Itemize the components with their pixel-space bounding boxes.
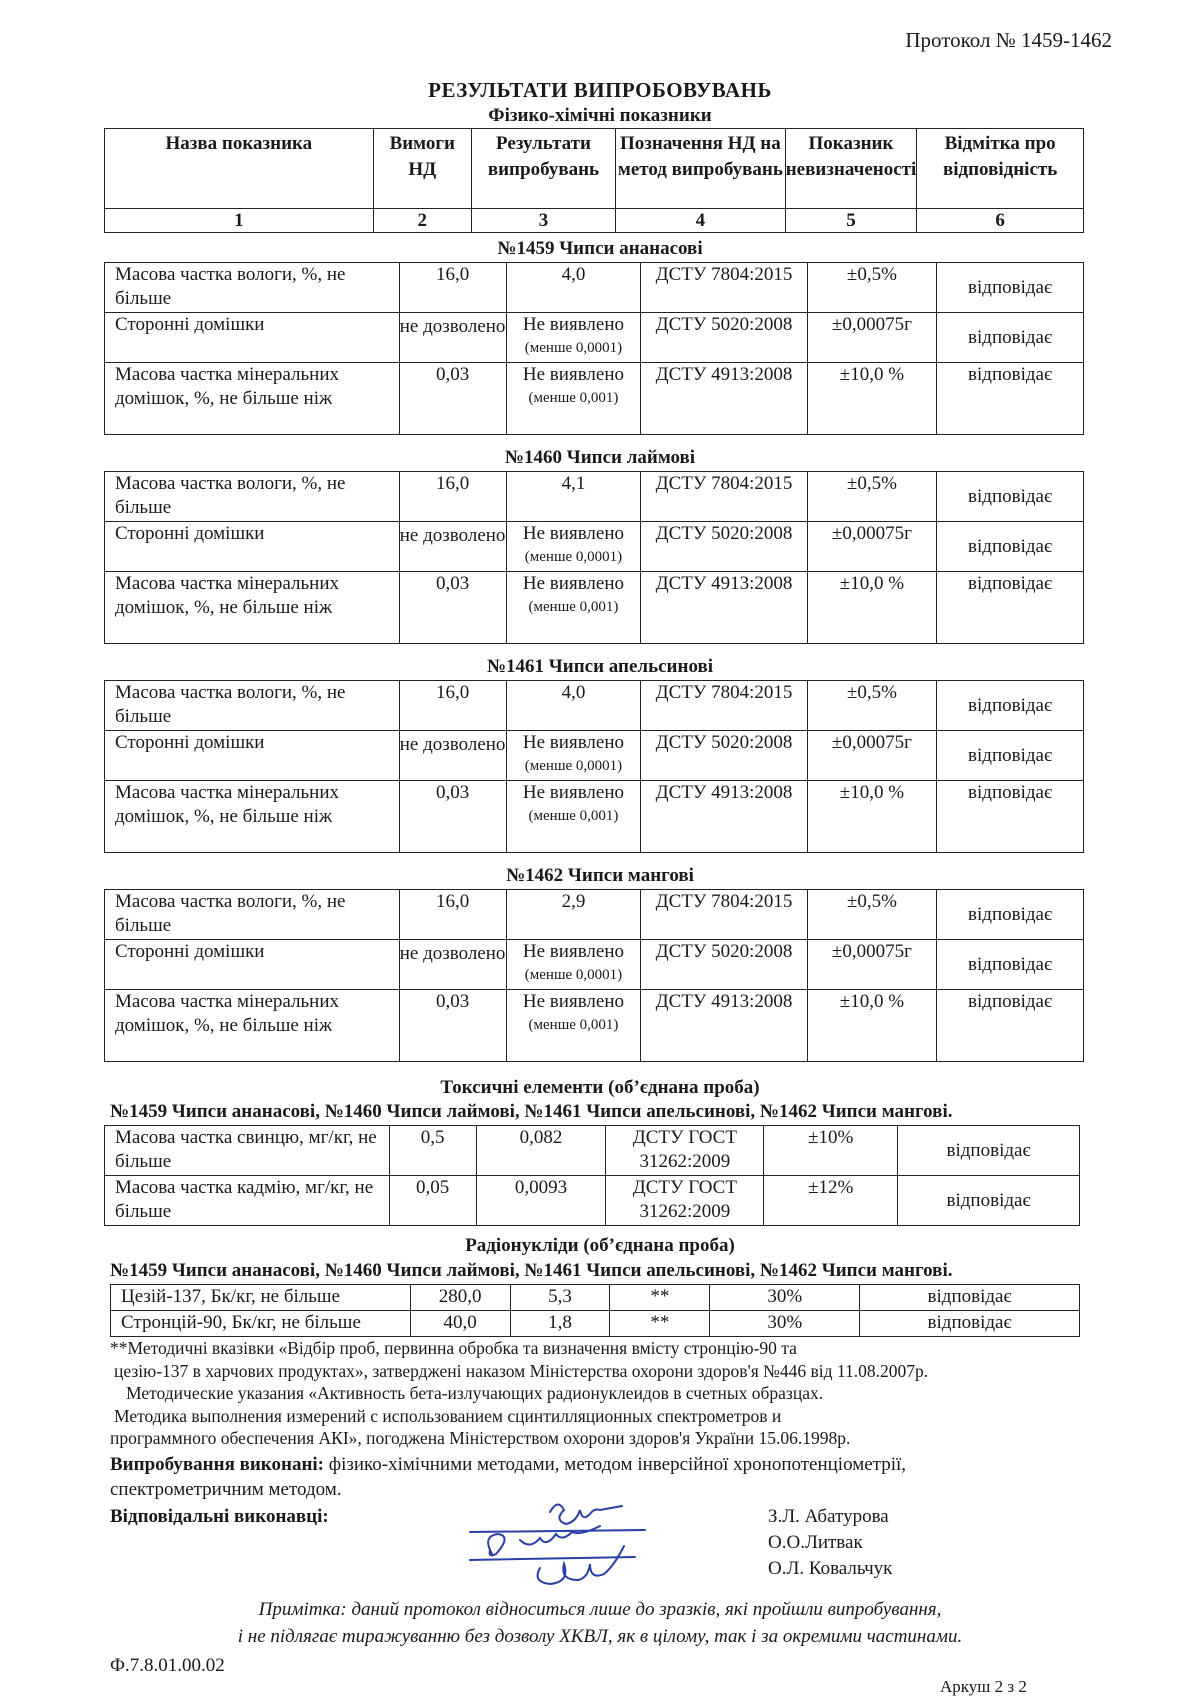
conformity-mark: відповідає (937, 681, 1084, 731)
requirement-value: 0,03 (399, 781, 506, 853)
header-num-3: 3 (471, 209, 615, 233)
sample-title: №1460 Чипси лаймові (504, 447, 696, 468)
method-standard: ДСТУ 5020:2008 (641, 940, 807, 990)
radio-cesium-mark: відповідає (860, 1285, 1080, 1311)
method-standard: ДСТУ 5020:2008 (641, 522, 807, 572)
conformity-mark: відповідає (937, 313, 1084, 363)
method-standard: ДСТУ 7804:2015 (641, 681, 807, 731)
toxic-combined-samples: №1459 Чипси ананасові, №1460 Чипси лаймові, №1461 Чипси апельсинові, №1462 Чипси мангові. (110, 1101, 953, 1122)
uncertainty: ±0,5% (807, 263, 937, 313)
responsible-label: Відповідальні виконавці: (110, 1505, 329, 1527)
uncertainty: ±0,00075г (807, 940, 937, 990)
requirement-value: 16,0 (399, 472, 506, 522)
table-row (105, 890, 1084, 940)
conformity-mark: відповідає (937, 363, 1084, 435)
toxic-cadmium-result: 0,0093 (476, 1176, 606, 1226)
toxic-lead-req: 0,5 (389, 1126, 476, 1176)
test-result (506, 990, 641, 1062)
conformity-mark: відповідає (937, 940, 1084, 990)
header-num-6: 6 (917, 209, 1084, 233)
toxic-title: Токсичні елементи (об’єднана проба) (440, 1077, 760, 1098)
radio-table (110, 1284, 1080, 1337)
conformity-mark: відповідає (937, 990, 1084, 1062)
footer-note-line-2: і не підлягає тиражуванню без дозволу ХКВЛ, як в цілому, так і за окремими частинами. (237, 1626, 963, 1647)
result-value: 4,1 (561, 473, 586, 494)
sample-table (104, 889, 1084, 1062)
result-note: (менше 0,001) (528, 808, 619, 824)
conformity-mark: відповідає (937, 472, 1084, 522)
note-line: **Методичні вказівки «Відбір проб, первинна обробка та визначення вмісту стронцію-90 та (110, 1338, 797, 1358)
method-standard: ДСТУ 7804:2015 (641, 890, 807, 940)
table-row (105, 1126, 1080, 1176)
result-note: (менше 0,0001) (524, 549, 623, 565)
uncertainty: ±10,0 % (807, 781, 937, 853)
radio-cesium-name: Цезій-137, Бк/кг, не більше (111, 1285, 411, 1311)
sample-table (104, 680, 1084, 853)
toxic-table (104, 1125, 1080, 1226)
conformity-mark: відповідає (937, 890, 1084, 940)
indicator-name: Масова частка мінеральних домішок, %, не більше ніж (105, 990, 400, 1062)
indicator-name: Масова частка вологи, %, не більше (105, 681, 400, 731)
result-value: Не виявлено (522, 364, 624, 385)
table-row (105, 681, 1084, 731)
signatory-1: З.Л. Абатурова (768, 1506, 889, 1527)
radio-strontium-result: 1,8 (510, 1311, 610, 1337)
toxic-lead-name: Масова частка свинцю, мг/кг, не більше (105, 1126, 390, 1176)
radio-strontium-mark: відповідає (860, 1311, 1080, 1337)
signatory-3: О.Л. Ковальчук (768, 1558, 893, 1579)
uncertainty: ±0,00075г (807, 522, 937, 572)
uncertainty: ±10,0 % (807, 363, 937, 435)
header-num-2: 2 (373, 209, 471, 233)
section-subtitle: Фізико-хімічні показники (488, 105, 712, 126)
requirement-value: не дозволено (399, 731, 506, 781)
table-row (105, 1176, 1080, 1226)
conformity-mark: відповідає (937, 572, 1084, 644)
table-row (105, 472, 1084, 522)
results-header-table (104, 128, 1084, 233)
result-value: 4,0 (561, 682, 586, 703)
result-note: (менше 0,001) (528, 599, 619, 615)
method-standard: ДСТУ 5020:2008 (641, 731, 807, 781)
indicator-name: Масова частка мінеральних домішок, %, не більше ніж (105, 572, 400, 644)
toxic-lead-result: 0,082 (476, 1126, 606, 1176)
document-title: РЕЗУЛЬТАТИ ВИПРОБОВУВАНЬ (428, 78, 772, 102)
test-result (506, 681, 641, 731)
header-name: Назва показника (105, 129, 374, 209)
result-value: Не виявлено (522, 732, 624, 753)
test-result (506, 263, 641, 313)
test-result (506, 572, 641, 644)
table-row (105, 313, 1084, 363)
indicator-name: Сторонні домішки (105, 940, 400, 990)
result-note: (менше 0,001) (528, 1017, 619, 1033)
toxic-cadmium-name: Масова частка кадмію, мг/кг, не більше (105, 1176, 390, 1226)
requirement-value: 0,03 (399, 990, 506, 1062)
sample-title: №1461 Чипси апельсинові (486, 656, 714, 677)
requirement-value: 16,0 (399, 890, 506, 940)
method-standard: ДСТУ 7804:2015 (641, 472, 807, 522)
handwritten-signatures (450, 1490, 670, 1610)
indicator-name: Сторонні домішки (105, 313, 400, 363)
uncertainty: ±10,0 % (807, 572, 937, 644)
requirement-value: не дозволено (399, 313, 506, 363)
test-result (506, 472, 641, 522)
result-note: (менше 0,001) (528, 390, 619, 406)
test-result (506, 781, 641, 853)
performed-label: Випробування виконані: (110, 1453, 325, 1475)
radio-cesium-method: ** (610, 1285, 710, 1311)
indicator-name: Масова частка мінеральних домішок, %, не більше ніж (105, 781, 400, 853)
note-line: цезію-137 в харчових продуктах», затверджені наказом Міністерства охорони здоров'я №446 від 11.08.2007р. (114, 1360, 929, 1381)
note-line: Методические указания «Активность бета-излучающих радионуклеидов в счетных образцах. (126, 1383, 824, 1403)
table-row (105, 781, 1084, 853)
header-uncertainty: Показник невизначеності (785, 129, 917, 209)
table-row (105, 263, 1084, 313)
sample-table (104, 471, 1084, 644)
radio-cesium-req: 280,0 (410, 1285, 510, 1311)
method-standard: ДСТУ 5020:2008 (641, 313, 807, 363)
radio-strontium-req: 40,0 (410, 1311, 510, 1337)
note-line: программного обеспечения АКІ», погоджена Міністерством охорони здоров'я України 15.06.1998р. (110, 1428, 851, 1448)
toxic-cadmium-uncertainty: ±12% (764, 1176, 898, 1226)
table-row (105, 572, 1084, 644)
requirement-value: 16,0 (399, 681, 506, 731)
indicator-name: Масова частка вологи, %, не більше (105, 472, 400, 522)
table-row (105, 731, 1084, 781)
requirement-value: не дозволено (399, 522, 506, 572)
conformity-mark: відповідає (937, 263, 1084, 313)
test-result (506, 313, 641, 363)
method-standard: ДСТУ 4913:2008 (641, 990, 807, 1062)
header-method: Позначення НД на метод випробувань (616, 129, 786, 209)
result-note: (менше 0,0001) (524, 967, 623, 983)
radio-combined-samples: №1459 Чипси ананасові, №1460 Чипси лаймові, №1461 Чипси апельсинові, №1462 Чипси мангові. (110, 1260, 953, 1281)
signatory-2: О.О.Литвак (768, 1532, 863, 1553)
result-value: Не виявлено (522, 782, 624, 803)
test-result (506, 890, 641, 940)
radio-cesium-result: 5,3 (510, 1285, 610, 1311)
result-value: Не виявлено (522, 523, 624, 544)
requirement-value: 0,03 (399, 572, 506, 644)
note-line: Методика выполнения измерений с использованием сцинтилляционных спектрометров и (114, 1405, 782, 1426)
result-value: Не виявлено (522, 991, 624, 1012)
method-standard: ДСТУ 4913:2008 (641, 363, 807, 435)
header-num-4: 4 (616, 209, 786, 233)
test-result (506, 940, 641, 990)
header-results: Результати випробувань (471, 129, 615, 209)
conformity-mark: відповідає (937, 781, 1084, 853)
method-standard: ДСТУ 4913:2008 (641, 572, 807, 644)
table-row (111, 1311, 1080, 1337)
test-result (506, 522, 641, 572)
requirement-value: не дозволено (399, 940, 506, 990)
form-code: Ф.7.8.01.00.02 (110, 1655, 225, 1676)
table-row (105, 940, 1084, 990)
result-note: (менше 0,0001) (524, 340, 623, 356)
test-result (506, 363, 641, 435)
table-row (105, 363, 1084, 435)
radio-strontium-uncertainty: 30% (710, 1311, 860, 1337)
sheet-number: Аркуш 2 з 2 (940, 1677, 1027, 1696)
toxic-cadmium-method: ДСТУ ГОСТ 31262:2009 (606, 1176, 764, 1226)
header-num-1: 1 (105, 209, 374, 233)
protocol-number: Протокол № 1459-1462 (905, 28, 1112, 52)
uncertainty: ±0,5% (807, 472, 937, 522)
toxic-lead-mark: відповідає (898, 1126, 1080, 1176)
table-row (111, 1285, 1080, 1311)
method-standard: ДСТУ 7804:2015 (641, 263, 807, 313)
indicator-name: Сторонні домішки (105, 731, 400, 781)
requirement-value: 16,0 (399, 263, 506, 313)
sample-title: №1459 Чипси ананасові (497, 238, 703, 259)
method-standard: ДСТУ 4913:2008 (641, 781, 807, 853)
sample-title: №1462 Чипси мангові (506, 865, 694, 886)
result-value: 4,0 (561, 264, 586, 285)
result-value: Не виявлено (522, 314, 624, 335)
header-conformity: Відмітка про відповідність (917, 129, 1084, 209)
test-result (506, 731, 641, 781)
radio-title: Радіонукліди (об’єднана проба) (465, 1235, 735, 1256)
conformity-mark: відповідає (937, 522, 1084, 572)
result-note: (менше 0,0001) (524, 758, 623, 774)
header-requirements: Вимоги НД (373, 129, 471, 209)
performed-text: фізико-хімічними методами, методом інверсійної хронопотенціометрії, (324, 1453, 907, 1475)
indicator-name: Масова частка мінеральних домішок, %, не більше ніж (105, 363, 400, 435)
radio-strontium-name: Стронцій-90, Бк/кг, не більше (111, 1311, 411, 1337)
uncertainty: ±0,00075г (807, 731, 937, 781)
toxic-lead-uncertainty: ±10% (764, 1126, 898, 1176)
footer-note-line-1: Примітка: даний протокол відноситься лише до зразків, які пройшли випробування, (258, 1599, 942, 1620)
result-value: Не виявлено (522, 573, 624, 594)
indicator-name: Масова частка вологи, %, не більше (105, 263, 400, 313)
uncertainty: ±0,5% (807, 681, 937, 731)
table-row (105, 990, 1084, 1062)
indicator-name: Масова частка вологи, %, не більше (105, 890, 400, 940)
result-value: Не виявлено (522, 941, 624, 962)
table-row (105, 522, 1084, 572)
radio-cesium-uncertainty: 30% (710, 1285, 860, 1311)
toxic-cadmium-req: 0,05 (389, 1176, 476, 1226)
indicator-name: Сторонні домішки (105, 522, 400, 572)
toxic-lead-method: ДСТУ ГОСТ 31262:2009 (606, 1126, 764, 1176)
result-value: 2,9 (561, 891, 586, 912)
sample-table (104, 262, 1084, 435)
uncertainty: ±0,5% (807, 890, 937, 940)
performed-by (110, 1452, 1110, 1477)
uncertainty: ±10,0 % (807, 990, 937, 1062)
performed-text-2: спектрометричним методом. (110, 1478, 342, 1500)
header-num-5: 5 (785, 209, 917, 233)
uncertainty: ±0,00075г (807, 313, 937, 363)
toxic-cadmium-mark: відповідає (898, 1176, 1080, 1226)
conformity-mark: відповідає (937, 731, 1084, 781)
radio-strontium-method: ** (610, 1311, 710, 1337)
requirement-value: 0,03 (399, 363, 506, 435)
